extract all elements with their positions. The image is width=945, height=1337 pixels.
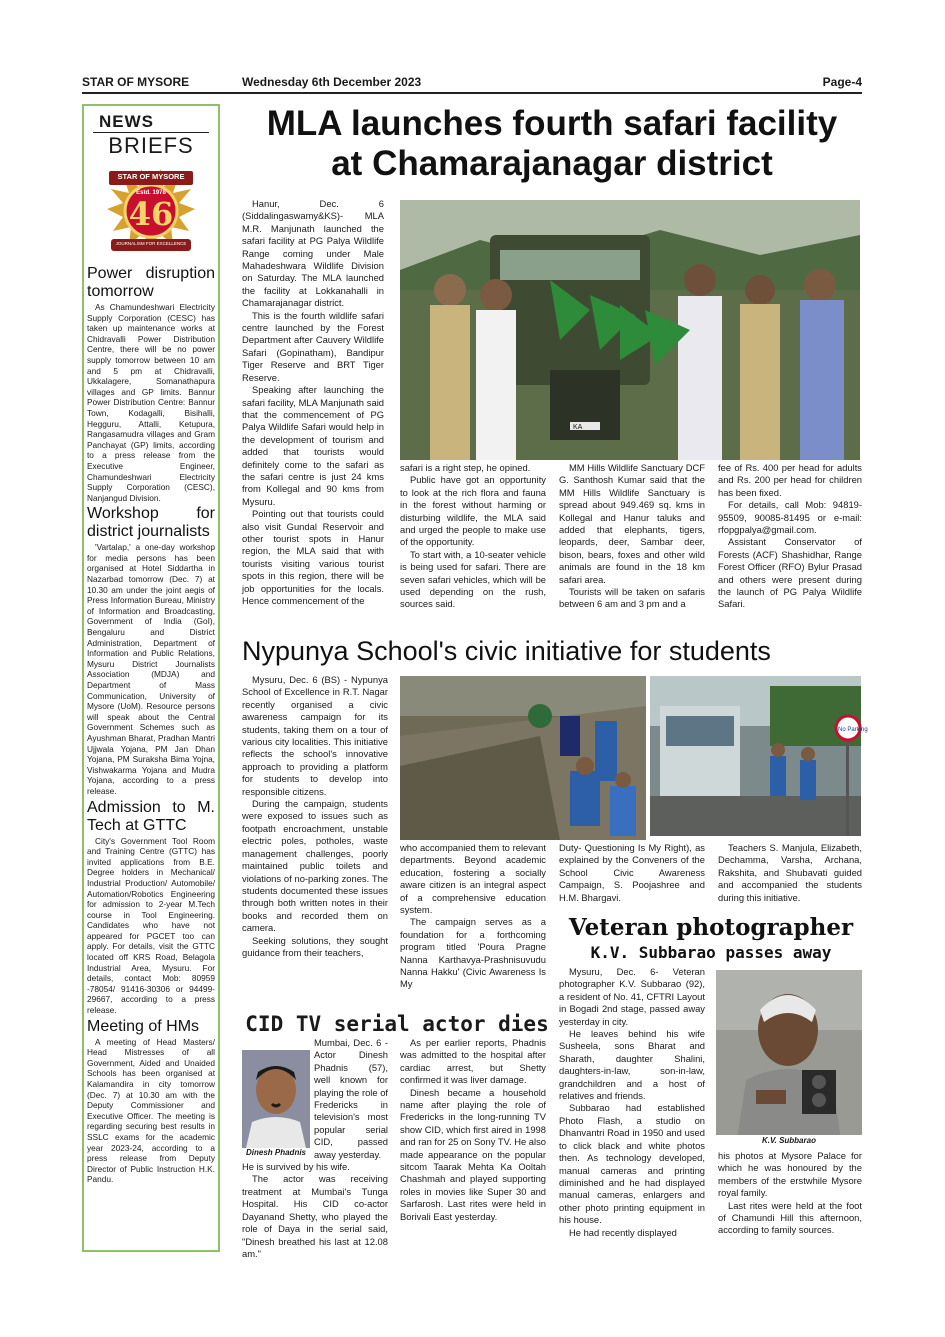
cid-column-2 [400,1037,546,1223]
nypunya-column-3 [559,842,705,904]
brief-heading: Power disruption tomorrow [87,265,215,300]
cid-column-1 [242,1037,388,1260]
paragraph: He leaves behind his wife Susheela, sons Bharat and Sharath, daughter Shalini, daughters-in-law, son-in-law, grandchildren and a host of relatives and friends. [559,1028,705,1102]
students-roadside-photo [400,676,646,840]
safari-headline-line2: at Chamarajanagar district [331,144,773,183]
paragraph: Mumbai, Dec. 6 - Actor Dinesh Phadnis (57), well known for playing the role of Fredericks in television's most popular serial CID, passed away yesterday. [314,1037,389,1160]
safari-column-3 [559,462,705,611]
paragraph: For details, call Mob: 94819-95509, 90085-81495 or e-mail: rfopgpalya@gmail.com. [718,499,862,536]
paragraph: Seeking solutions, they sought guidance from their teachers, [242,934,388,958]
no-parking-sign-text: No Parking [838,727,868,733]
logo-ribbon: JOURNALISM FOR EXCELLENCE [115,241,187,246]
safari-column-4 [718,462,862,611]
brief-body: City's Government Tool Room and Training Centre (GTTC) has invited applications from B.E. Degree holders in Mechanical/ Industrial Production/ Automobile/ Automation/Robotics Engineering for admission to 2-year M.Tech course in Tool Engineering. Candidates who have not appeared for PGCET too can apply. For details, visit the GTTC located off KRS Road, Belagola Industrial Area, Mysuru. For details, contact Mob: 80959 -78054/ 91416-30306 or 94499-29667, according to a press release. [87,835,215,1016]
paragraph: who accompanied them to relevant departments. Beyond academic education, fostering a socially aware citizen is an integral aspect of a comprehensive education system. [400,842,546,916]
subbarao-portrait [716,970,862,1146]
brief-heading: Meeting of HMs [87,1017,200,1035]
paragraph: Pointing out that tourists could also visit Gundal Reservoir and other tourist spots in Hanur region, the MLA said that with tourists visiting various tourist spots in this region, there will be job opportunities for the locals. Hence commencement of the [242,508,384,606]
veteran-headline [556,914,866,964]
news-briefs-sidebar [82,104,220,1252]
masthead [82,72,862,94]
safari-column-1 [242,198,384,607]
paragraph: To start with, a 10-seater vehicle is being used for safari. There are seven safari vehicles, which will be used depending on the rush, sources said. [400,548,546,610]
paragraph: safari is a right step, he opined. [400,462,531,473]
paragraph: Tourists will be taken on safaris between 6 am and 3 pm and a [559,586,705,610]
logo-years: 46 [128,195,174,233]
brief-heading: Workshop for district journalists [87,505,215,541]
veteran-column-1 [559,966,705,1239]
nypunya-column-4 [718,842,862,904]
paragraph: This is the fourth wildlife safari centre launched by the Forest Department after Cauvery Wildlife Safari (Gopinatham), Bandipur Tiger Reserve and BRT Tiger Reserve. [242,309,384,383]
nypunya-column-2 [400,842,546,991]
brief-item [87,265,215,503]
paragraph: As per earlier reports, Phadnis was admitted to the hospital after cardiac arrest, but Shetty confirmed it was liver damage. [400,1037,546,1086]
safari-photo-icon [400,200,860,460]
brief-body: 'Vartalap,' a one-day workshop for media persons has been organised at Hotel Siddartha in Nazarbad tomorrow (Dec. 7) at 10.30 am under the joint aegis of Press Information Bureau, Ministry of Information and Broadcasting, Government of India (GoI), Bengaluru and District Administration, Department of Information and Public Relations, Mysuru District Journalists Association (MDJA) and Department of Mass Communication, University of Mysore (UoM). Resource persons will speak about the Central Government Schemes such as Ayushman Bharat, Pradhan Mantri Ujjwala Yojana, PM Jan Dhan Yojana, PM Suraksha Bima Yojna, Vishwakarma Yojana and Mudra Yojana, according to a press release. [87,542,215,796]
paragraph: fee of Rs. 400 per head for adults and Rs. 200 per head for children has been fixed. [718,462,862,498]
paragraph: Assistant Conservator of Forests (ACF) Shashidhar, Range Forest Officer (RFO) Bylur Prasad and others were present during the launch of PG Palya Wildlife Safari. [718,536,862,610]
dinesh-caption: Dinesh Phadnis [245,1148,306,1157]
safari-headline [232,104,872,184]
issue-date: Wednesday 6th December 2023 [242,75,422,89]
paragraph: Speaking after launching the safari facility, MLA Manjunath said that the commencement of PG Palya Wildlife Safari would help in the development of tourism and added that tourists would definitely come to the safari as the safari centre is just 24 kms from Kollegal and 90 kms from Mysuru. [242,384,384,507]
paper-name: STAR OF MYSORE [82,75,190,89]
no-parking-photo [650,676,868,836]
nypunya-headline: Nypunya School's civic initiative for students [242,636,771,666]
brief-body: A meeting of Head Masters/ Head Mistresses of all Government, Aided and Unaided Schools has been organised at Kalamandira in city tomorrow (Dec. 7) at 10.30 am with the Deputy Commissioner and Executive Officer. The meeting is regarding securing best results in SSLC exams for the academic year 2023-24, according to a press release from Deputy Director of Public Instruction H.K. Pandu. [87,1036,215,1185]
nypunya-column-1 [242,674,388,959]
veteran-column-2 [718,1150,862,1237]
safari-launch-photo [400,200,860,460]
briefs-title [87,112,215,159]
paragraph: Hanur, Dec. 6 (Siddalingaswamy&KS)- MLA M.R. Manjunath launched the safari facility at PG Palya Wildlife Range coming under Male Mahadeshwara Wildlife Division on Saturday. The MLA launched the facility at Lokkanahalli in Chamarajanagar district. [242,198,384,309]
briefs-title-bottom: BRIEFS [93,132,209,159]
paragraph: Mysuru, Dec. 6- Veteran photographer K.V. Subbarao (92), a resident of No. 41, CFTRI Layout in Bogadi 2nd stage, passed away yesterday in city. [559,966,705,1027]
brief-item [87,505,215,796]
brief-heading: Admission to M. Tech at GTTC [87,798,215,834]
brief-body: As Chamundeshwari Electricity Supply Corporation (CESC) has taken up maintenance works at Chidravalli Power Distribution Centre, there will be no power supply tomorrow between 10 am and 5 pm at Chidravalli, Ukkalagere, Somanathapura villages and GP limits. Bannur Power Distribution Centre: Bannur Town, Kodagalli, Bisihalli, Hegguru, Attalli, Ketupura, Rangasamudra villages and Gram Panchayat (GP) limits, according to a press release from the Executive Engineer, Chamundeshwari Electricity Supply Corporation (CESC), Nanjangud Division. [87,302,215,503]
students-photo-icon [400,676,646,840]
paragraph: Dinesh became a household name after playing the role of Fredericks in the long-running TV show CID, which first aired in 1998 and ran for 25 on Sony TV. He also made appearance on the popular sitcom Taarak Mehta Ka Ooltah Chashmah and played supporting roles in movies like Super 30 and Sarfarosh. Last rites were held in Borivali East yesterday. [400,1086,546,1222]
page-number: Page-4 [822,75,862,89]
logo-name: STAR OF MYSORE [117,172,185,181]
paragraph: Public have got an opportunity to look at the rich flora and fauna in the forest without harming or disturbing wildlife, the MLA said and urged the people to make use of the opportunity. [400,474,546,548]
subbarao-caption: K.V. Subbarao [716,1135,862,1146]
brief-item [87,799,215,1016]
paragraph: During the campaign, students were exposed to issues such as footpath encroachment, unstable electric poles, potholes, waste management challenges, poorly maintained public toilets and violations of no-parking zones. The students documented these issues through both written notes in their books and recorded them on camera. [242,798,388,934]
paragraph: He had recently displayed [569,1226,677,1238]
portrait-photo-icon [716,970,862,1146]
cid-headline: CID TV serial actor dies [245,1012,549,1036]
paragraph: his photos at Mysore Palace for which he was honoured by the members of the erstwhile Mysore royal family. [718,1150,862,1199]
paragraph: The actor was receiving treatment at Mumbai's Tunga Hospital. His CID co-actor Dayanand Shetty, who played the role of Daya in the serial said, "Dinesh breathed his last at 12.08 am." [242,1173,388,1259]
paragraph: MM Hills Wildlife Sanctuary DCF G. Santhosh Kumar said that the MM Hills Wildlife Sanctuary is spread about 949.469 sq. kms in Kollegal and Hanur taluks and added that elephants, tigers, leopards, deer, Sambar deer, bison, bears, foxes and other wild animals are found in the 18 km safari area. [559,462,705,585]
paragraph: Teachers S. Manjula, Elizabeth, Dechamma, Varsha, Archana, Rakshita, and Shubavati guided and accompanied the students during this initiative. [718,842,862,903]
paragraph: Duty- Questioning Is My Right), as explained by the Conveners of the School Civic Awareness Campaign, S. Poojashree and H.M. Bhargavi. [559,842,705,903]
briefs-title-top: NEWS [99,112,154,131]
logo-estd: Estd. 1978 [136,190,166,196]
brief-item [87,1018,215,1185]
paragraph: The campaign serves as a foundation for a forthcoming program titled 'Poura Pragne Nanna Karthavya-Prashnisuvudu Nanna Hakku' (Civic Awareness Is My [400,916,546,990]
veteran-headline-line1: Veteran photographer [568,914,854,941]
veteran-headline-line2: K.V. Subbarao passes away [590,943,832,962]
paragraph: Subbarao had established Photo Flash, a studio on Dhanvantri Road in 1950 and used to click black and white photos then. As technology developed, manual cameras and printing diminished and he had displayed manual cameras, enlargers and other photo printing equipment in his house. [559,1102,705,1226]
no-parking-photo-icon [650,676,868,836]
paragraph: He is survived by his wife. [242,1161,350,1173]
safari-headline-line1: MLA launches fourth safari facility [266,104,838,143]
safari-column-2 [400,462,546,611]
number-plate-text: KA [573,424,583,431]
paragraph: Mysuru, Dec. 6 (BS) - Nypunya School of Excellence in R.T. Nagar recently organised a civic awareness campaign for its students, taking them on a tour of various city localities. This initiative reflects the school's innovative approach to providing a platform for students to develop into responsible citizens. [242,674,388,797]
star-of-mysore-logo [91,165,211,261]
paragraph: Last rites were held at the foot of Chamundi Hill this afternoon, according to family sources. [718,1199,862,1236]
